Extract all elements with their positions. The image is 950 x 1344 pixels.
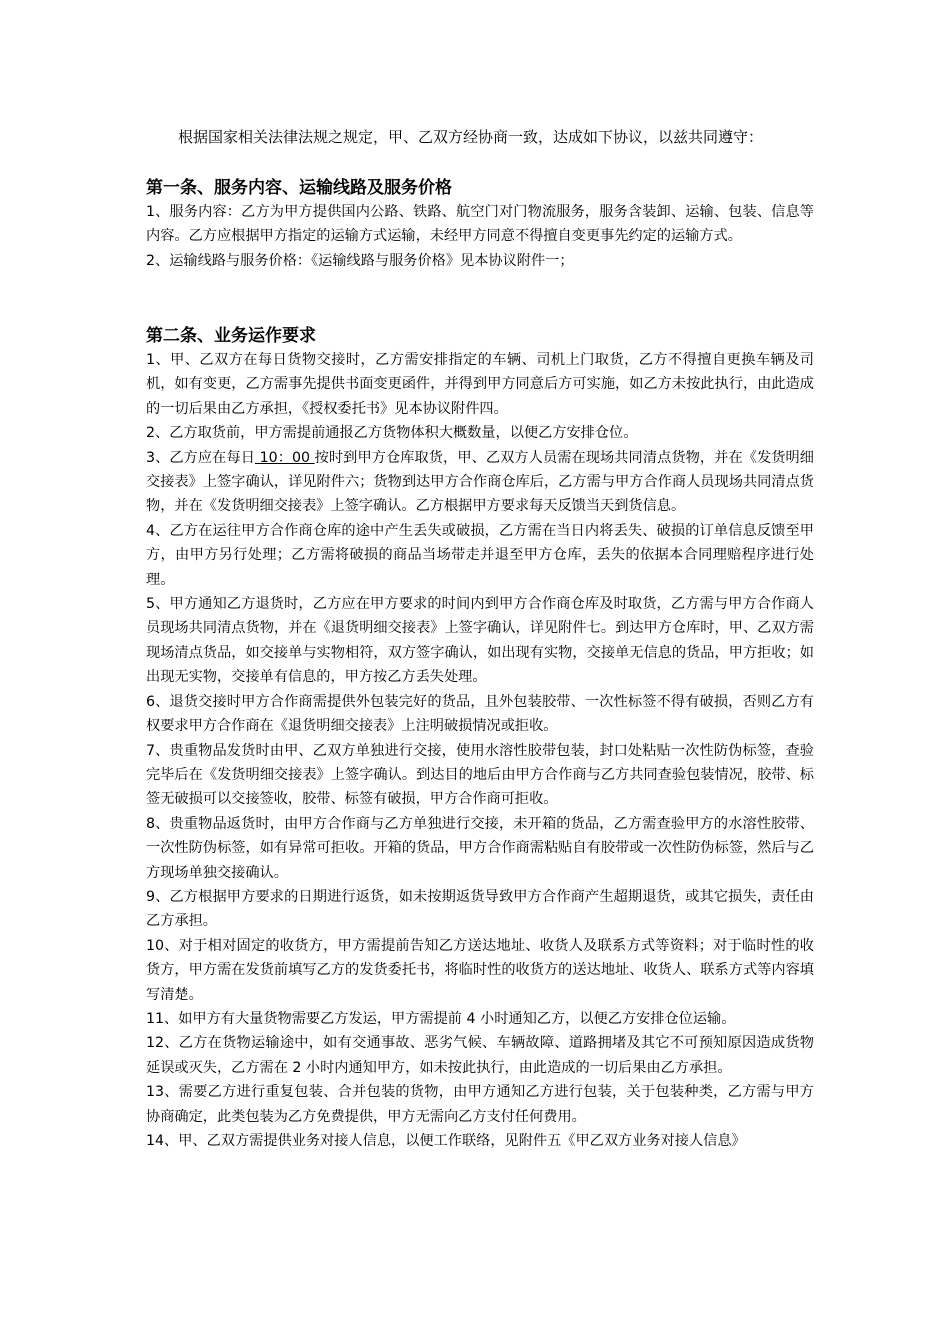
item-3-suffix: 按时到甲方仓库取货，甲、乙双方人员需在现场共同清点货物，并在《发货明细交接表》上签字确认，详见附件六；货物到达甲方合作商仓库后，乙方需与甲方合作商人员现场共同清点货物，并在《发货明细交接表》上签字确认。乙方根据甲方要求每天反馈当天到货信息。 <box>146 449 814 515</box>
article-2-item-9: 9、乙方根据甲方要求的日期进行返货，如未按期返货导致甲方合作商产生超期退货，或其它损失，责任由乙方承担。 <box>146 888 814 930</box>
article-2-item-12: 12、乙方在货物运输途中，如有交通事故、恶劣气候、车辆故障、道路拥堵及其它不可预知原因造成货物延误或灭失，乙方需在 2 小时内通知甲方，如未按此执行，由此造成的一切后果由乙方承担。 <box>146 1035 814 1076</box>
article-1 <box>146 176 814 273</box>
item-3-prefix: 3、乙方应在每日 <box>146 449 255 466</box>
article-2-title: 第二条、业务运作要求 <box>146 326 316 346</box>
intro-paragraph: 根据国家相关法律法规之规定，甲、乙双方经协商一致，达成如下协议，以兹共同遵守： <box>178 128 764 146</box>
article-2-item-13: 13、需要乙方进行重复包装、合并包装的货物，由甲方通知乙方进行包装，关于包装种类，乙方需与甲方协商确定，此类包装为乙方免费提供，甲方无需向乙方支付任何费用。 <box>146 1084 814 1125</box>
article-1-item-1: 1、服务内容：乙方为甲方提供国内公路、铁路、航空门对门物流服务，服务含装卸、运输、包装、信息等内容。乙方应根据甲方指定的运输方式运输，未经甲方同意不得擅自变更事先约定的运输方式。 <box>146 204 814 245</box>
article-2-item-8: 8、贵重物品返货时，由甲方合作商与乙方单独进行交接，未开箱的货品，乙方需查验甲方的水溶性胶带、一次性防伪标签，如有异常可拒收。开箱的货品，甲方合作商需粘贴自有胶带或一次性防伪标签，然后与乙方现场单独交接确认。 <box>146 815 814 881</box>
article-1-item-2: 2、运输线路与服务价格：《运输线路与服务价格》见本协议附件一； <box>146 252 574 269</box>
article-2-item-4: 4、乙方在运往甲方合作商仓库的途中产生丢失或破损，乙方需在当日内将丢失、破损的订单信息反馈至甲方，由甲方另行处理；乙方需将破损的商品当场带走并退至甲方仓库，丢失的依据本合同理赔程序进行处理。 <box>146 522 814 588</box>
article-2-item-11: 11、如甲方有大量货物需要乙方发运，甲方需提前 4 小时通知乙方，以便乙方安排仓位运输。 <box>146 1010 736 1027</box>
article-2-item-6: 6、退货交接时甲方合作商需提供外包装完好的货品，且外包装胶带、一次性标签不得有破损，否则乙方有权要求甲方合作商在《退货明细交接表》上注明破损情况或拒收。 <box>146 693 814 735</box>
article-2-item-1: 1、甲、乙双方在每日货物交接时，乙方需安排指定的车辆、司机上门取货，乙方不得擅自更换车辆及司机，如有变更，乙方需事先提供书面变更函件，并得到甲方同意后方可实施，如乙方未按此执行，由此造成的一切后果由乙方承担，《授权委托书》见本协议附件四。 <box>146 352 814 417</box>
article-2-item-7: 7、贵重物品发货时由甲、乙双方单独进行交接，使用水溶性胶带包装，封口处粘贴一次性防伪标签，查验完毕后在《发货明细交接表》上签字确认。到达目的地后由甲方合作商与乙方共同查验包装情况，胶带、标签无破损可以交接签收，胶带、标签有破损，甲方合作商可拒收。 <box>146 742 814 808</box>
article-2 <box>146 324 814 1153</box>
article-2-item-10: 10、对于相对固定的收货方，甲方需提前告知乙方送达地址、收货人及联系方式等资料；对于临时性的收货方，甲方需在发货前填写乙方的发货委托书，将临时性的收货方的送达地址、收货人、联系方式等内容填写清楚。 <box>146 937 814 1003</box>
article-1-title: 第一条、服务内容、运输线路及服务价格 <box>146 178 452 198</box>
pickup-time: 10：00 <box>255 449 315 466</box>
article-2-item-3 <box>146 446 814 519</box>
article-2-item-14: 14、甲、乙双方需提供业务对接人信息，以便工作联络，见附件五《甲乙双方业务对接人信息》 <box>146 1133 746 1149</box>
article-2-item-2: 2、乙方取货前，甲方需提前通报乙方货物体积大概数量，以便乙方安排仓位。 <box>146 425 638 442</box>
article-2-item-5: 5、甲方通知乙方退货时，乙方应在甲方要求的时间内到甲方合作商仓库及时取货，乙方需与甲方合作商人员现场共同清点货物，并在《退货明细交接表》上签字确认，详见附件七。到达甲方仓库时，甲、乙双方需现场清点货品，如交接单与实物相符，双方签字确认，如出现有实物，交接单无信息的货品，甲方拒收；如出现无实物，交接单有信息的，甲方按乙方丢失处理。 <box>146 596 814 686</box>
